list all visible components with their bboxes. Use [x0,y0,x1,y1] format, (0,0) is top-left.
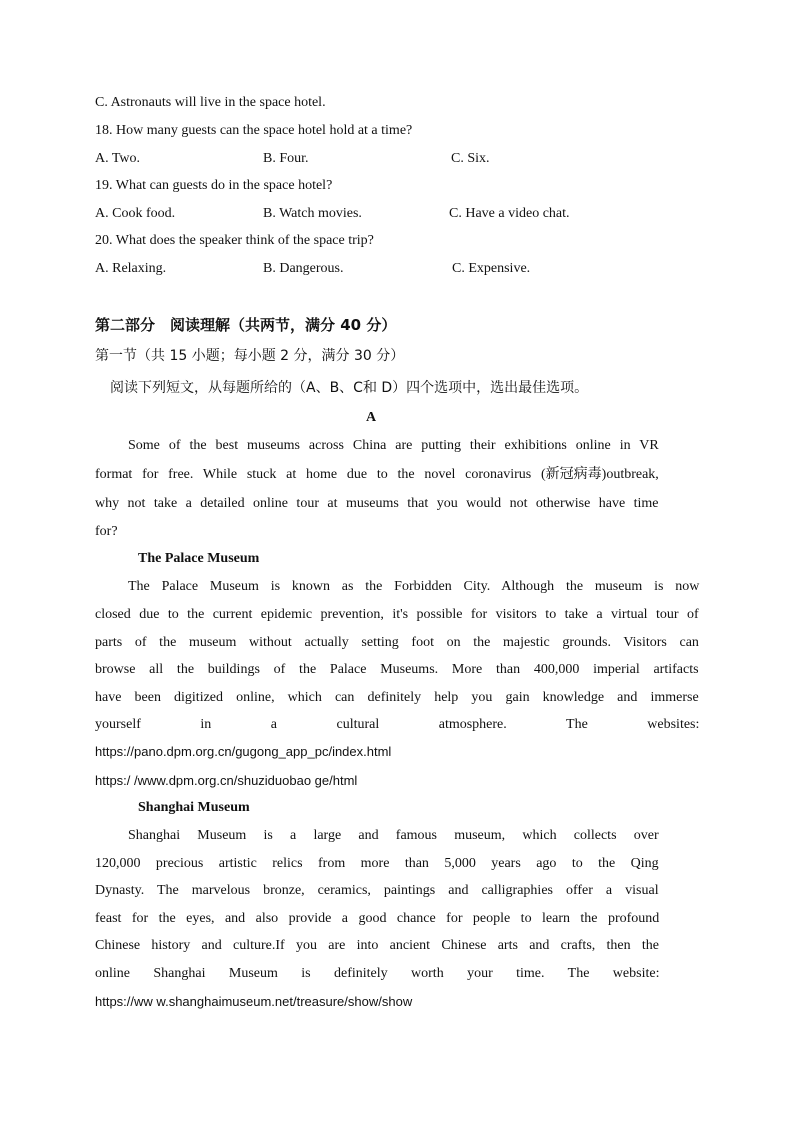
palace-line-2: closed due to the current epidemic prevention, it's possible for visitors to take a virtual tour of [95,607,699,622]
palace-museum-title: The Palace Museum [138,551,260,566]
section-one-title: 第一节（共 15 小题；每小题 2 分，满分 30 分） [95,348,405,364]
q19-option-c: C. Have a video chat. [449,206,570,221]
q19-option-b: B. Watch movies. [263,206,362,221]
q17-option-c: C. Astronauts will live in the space hotel. [95,95,326,110]
reading-instruction: 阅读下列短文，从每题所给的（A、B、C和 D）四个选项中，选出最佳选项。 [110,380,589,396]
shanghai-line-6: online Shanghai Museum is definitely worth your time. The website: [95,966,660,981]
q20-option-c: C. Expensive. [452,261,531,276]
palace-line-6: yourself in a cultural atmosphere. The websites: [95,717,700,732]
palace-url-1[interactable]: https://pano.dpm.org.cn/gugong_app_pc/index.html [95,744,392,759]
q20-option-a: A. Relaxing. [95,261,167,276]
shanghai-line-2: 120,000 precious artistic relics from more than 5,000 years ago to the Qing [95,856,659,871]
q18-option-a: A. Two. [95,151,141,166]
intro-line-2: format for free. While stuck at home due to the novel coronavirus (新冠病毒)outbreak, [95,467,659,482]
q19-option-a: A. Cook food. [95,206,176,221]
q18-option-c: C. Six. [451,151,490,166]
q18-option-b: B. Four. [263,151,309,166]
shanghai-line-4: feast for the eyes, and also provide a good chance for people to learn the profound [95,911,660,926]
q20-question: 20. What does the speaker think of the space trip? [95,233,374,248]
part-two-title: 第二部分 阅读理解（共两节，满分 40 分） [95,316,397,334]
intro-line-1: Some of the best museums across China are putting their exhibitions online in VR [128,438,659,453]
shanghai-url[interactable]: https://ww w.shanghaimuseum.net/treasure/show/show [95,994,413,1009]
palace-line-4: browse all the buildings of the Palace Museums. More than 400,000 imperial artifacts [95,662,699,677]
shanghai-line-5: Chinese history and culture.If you are into ancient Chinese arts and crafts, then the [95,938,660,953]
palace-line-3: parts of the museum without actually setting foot on the majestic grounds. Visitors can [95,635,699,650]
shanghai-line-1: Shanghai Museum is a large and famous museum, which collects over [128,828,659,843]
shanghai-museum-title: Shanghai Museum [138,800,250,815]
q20-option-b: B. Dangerous. [263,261,344,276]
passage-label: A [366,410,377,425]
palace-url-2[interactable]: https:/ /www.dpm.org.cn/shuziduobao ge/html [95,773,358,788]
palace-line-1: The Palace Museum is known as the Forbidden City. Although the museum is now [128,579,700,594]
intro-line-4: for? [95,524,118,539]
q19-question: 19. What can guests do in the space hotel? [95,178,333,193]
intro-line-3: why not take a detailed online tour at museums that you would not otherwise have time [95,496,659,511]
q18-question: 18. How many guests can the space hotel hold at a time? [95,123,413,138]
palace-line-5: have been digitized online, which can definitely help you gain knowledge and immerse [95,690,699,705]
shanghai-line-3: Dynasty. The marvelous bronze, ceramics, paintings and calligraphies offer a visual [95,883,659,898]
